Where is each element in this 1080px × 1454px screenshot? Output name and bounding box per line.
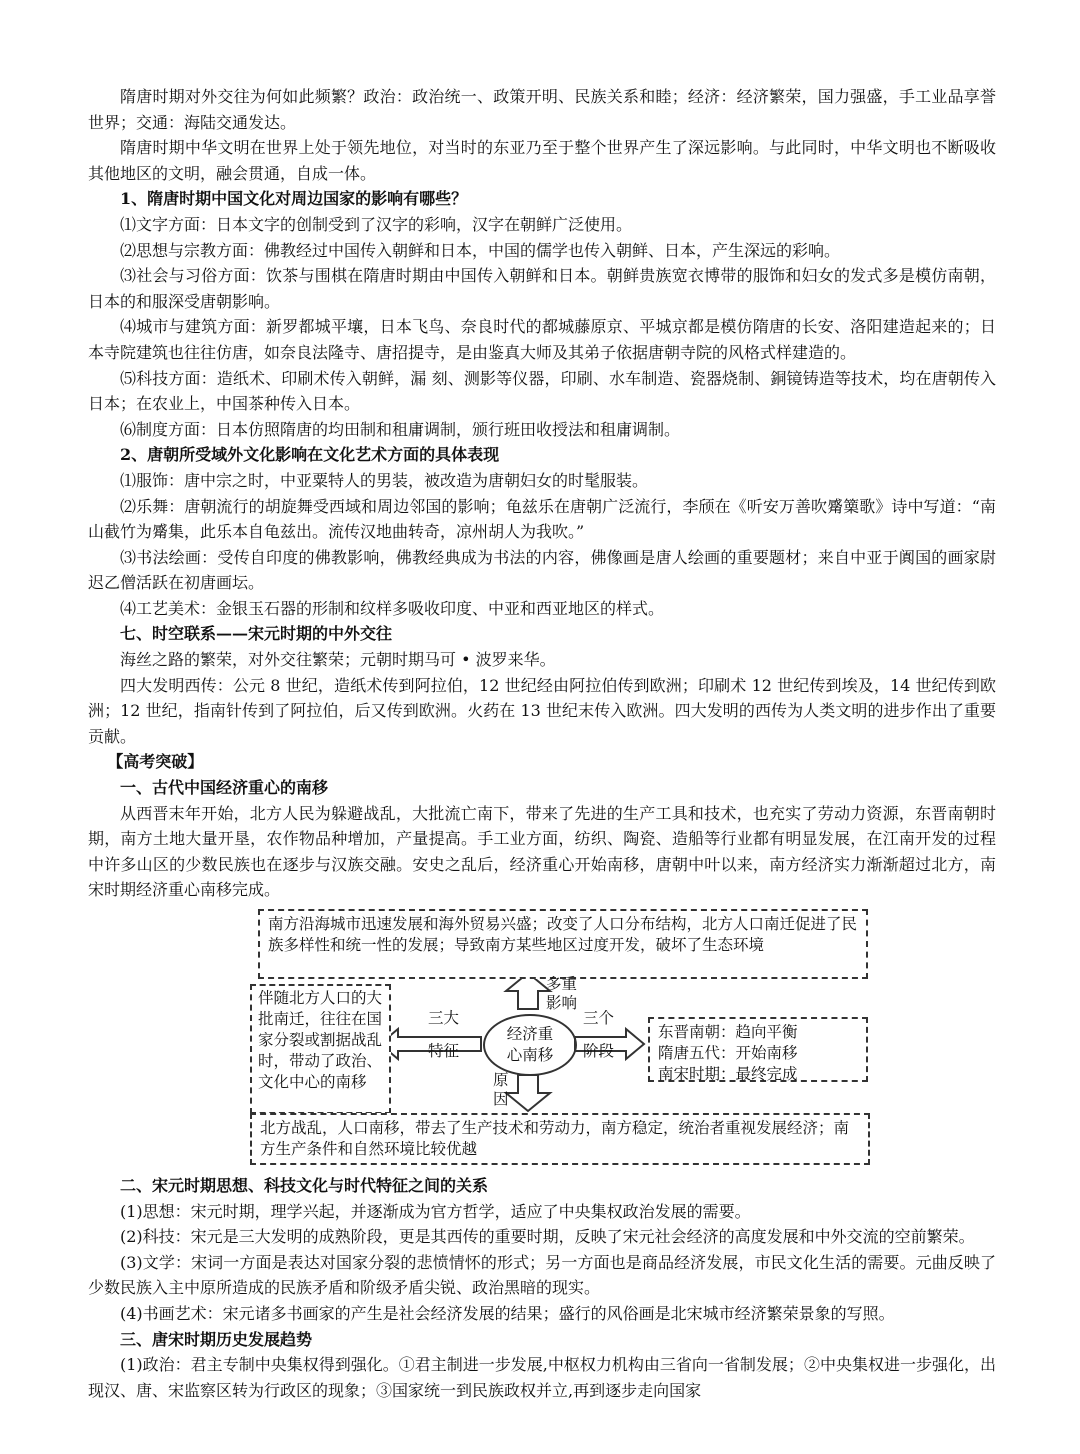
paragraph: 从西晋末年开始，北方人民为躲避战乱，大批流亡南下，带来了先进的生产工具和技术，也充实了劳动力资源，东晋南朝时期，南方土地大量开垦，农作物品种增加，产量提高。手工业方面，纺织、陶瓷、造船等行业都有明显发展，在江南开发的过程中许多山区的少数民族也在逐步与汉族交融。安史之乱后，经济重心开始南移，唐朝中叶以来，南方经济实力渐渐超过北方，南宋时期经济重心南移完成。 <box>88 803 996 900</box>
list-item: ⑵思想与宗教方面：佛教经过中国传入朝鲜和日本，中国的儒学也传入朝鲜、日本，产生深远的彩响。 <box>120 240 841 260</box>
center-line: 经济重 <box>506 1025 554 1043</box>
label-line: 影响 <box>546 994 578 1012</box>
paragraph: 隋唐时期中华文明在世界上处于领先地位，对当时的东亚乃至于整个世界产生了深远影响。与此同时，中华文明也不断吸收其他地区的文明，融会贯通，自成一体。 <box>88 138 996 183</box>
paragraph: 四大发明西传：公元 8 世纪，造纸术传到阿拉伯，12 世纪经由阿拉伯传到欧洲；印刷术 12 世纪传到埃及，14 世纪传到欧洲；12 世纪，指南针传到了阿拉伯，后又传到欧洲。火药在 13 世纪末传入欧洲。四大发明的西传为人类文明的进步作出了重要贡献。 <box>88 675 996 746</box>
label-line: 三大 <box>428 1009 460 1027</box>
diagram-features-box: 伴随北方人口的大批南迁，往往在国家分裂或割据战乱时，带动了政治、文化中心的南移 <box>250 984 391 1114</box>
label-stages <box>583 1009 614 1061</box>
label-impacts <box>546 975 577 1013</box>
list-item: ⑷城市与建筑方面：新罗都城平壤，日本飞鸟、奈良时代的都城藤原京、平城京都是模仿隋唐的长安、洛阳建造起来的；日本寺院建筑也往往仿唐，如奈良法隆寺、唐招提寺，是由鉴真大师及其弟子依据唐朝寺院的风格式样建造的。 <box>88 317 996 362</box>
section-heading: 1、隋唐时期中国文化对周边国家的影响有哪些？ <box>120 189 468 209</box>
label-causes <box>493 1071 509 1109</box>
label-line: 原 <box>493 1071 509 1089</box>
label-line: 三个 <box>583 1009 615 1027</box>
list-item: ⑴服饰：唐中宗之时，中亚粟特人的男装，被改造为唐朝妇女的时髦服装。 <box>120 470 649 490</box>
label-features <box>428 1009 459 1061</box>
list-item: ⑶书法绘画：受传自印度的佛教影响，佛教经典成为书法的内容，佛像画是唐人绘画的重要题材；来自中亚于阗国的画家尉迟乙僧活跃在初唐画坛。 <box>88 547 996 593</box>
label-line: 特征 <box>428 1042 460 1060</box>
label-line: 多重 <box>546 975 578 993</box>
section-heading: 七、时空联系——宋元时期的中外交往 <box>120 624 393 644</box>
list-item: (3)文学：宋词一方面是表达对国家分裂的悲愤情怀的形式；另一方面也是商品经济发展，市民文化生活的需要。元曲反映了少数民族入主中原所造成的民族矛盾和阶级矛盾尖锐、政治黑暗的现实。 <box>88 1252 996 1298</box>
stage-line: 南宋时期：最终完成 <box>658 1065 798 1083</box>
list-item: ⑴文字方面：日本文字的创制受到了汉字的彩响，汉字在朝鲜广泛使用。 <box>120 214 633 234</box>
diagram-impacts-box: 南方沿海城市迅速发展和海外贸易兴盛；改变了人口分布结构，北方人口南迁促进了民族多样性和统一性的发展；导致南方某些地区过度开发，破坏了生态环境 <box>258 909 868 979</box>
gaokao-heading: 【高考突破】 <box>107 752 204 772</box>
list-item: (1)政治：君主专制中央集权得到强化。①君主制进一步发展,中枢权力机构由三省向一省制发展；②中央集权进一步强化，出现汉、唐、宋监察区转为行政区的现象；③国家统一到民族政权并立,再到逐步走向国家 <box>88 1355 996 1400</box>
list-item: ⑹制度方面：日本仿照隋唐的均田制和租庸调制，颁行班田收授法和租庸调制。 <box>120 419 681 439</box>
section-heading: 2、唐朝所受域外文化影响在文化艺术方面的具体表现 <box>120 445 500 465</box>
diagram-stages-box <box>648 1017 868 1082</box>
list-item: ⑶社会与习俗方面：饮茶与围棋在隋唐时期由中国传入朝鲜和日本。朝鲜贵族宽衣博带的服饰和妇女的发式多是模仿南朝，日本的和服深受唐朝影响。 <box>88 266 996 311</box>
list-item: (4)书画艺术：宋元诸多书画家的产生是社会经济发展的结果；盛行的风俗画是北宋城市经济繁荣景象的写照。 <box>120 1303 895 1323</box>
document-body <box>88 84 996 1403</box>
stage-line: 隋唐五代：开始南移 <box>658 1044 798 1062</box>
paragraph: 海丝之路的繁荣，对外交往繁荣；元朝时期马可 • 波罗来华。 <box>120 650 556 670</box>
list-item: (1)思想：宋元时期，理学兴起，并逐渐成为官方哲学，适应了中央集权政治发展的需要。 <box>120 1201 751 1221</box>
section-heading: 三、唐宋时期历史发展趋势 <box>120 1329 313 1349</box>
diagram-center-node <box>483 1014 577 1076</box>
down-arrow-icon <box>506 1075 550 1111</box>
label-line: 因 <box>493 1090 509 1108</box>
list-item: (2)科技：宋元是三大发明的成熟阶段，更是其西传的重要时期，反映了宋元社会经济的高度发展和中外交流的空前繁荣。 <box>120 1227 975 1247</box>
section-heading: 二、宋元时期思想、科技文化与时代特征之间的关系 <box>120 1176 489 1195</box>
label-line: 阶段 <box>583 1042 615 1060</box>
section-heading: 一、古代中国经济重心的南移 <box>120 778 329 798</box>
diagram-causes-box: 北方战乱，人口南移，带去了生产技术和劳动力，南方稳定，统治者重视发展经济；南方生产条件和自然环境比较优越 <box>250 1113 870 1165</box>
list-item: ⑸科技方面：造纸术、印刷术传入朝鲜，漏 刻、测影等仪器，印刷、水车制造、瓷器烧制、銅镜铸造等技术，均在唐朝传入日本；在农业上，中国茶种传入日本。 <box>88 368 996 414</box>
paragraph: 隋唐时期对外交往为何如此频繁？政治：政治统一、政策开明、民族关系和睦；经济：经济繁荣，国力强盛，手工业品享誉世界；交通：海陆交通发达。 <box>88 87 996 132</box>
list-item: ⑷工艺美术：金银玉石器的形制和纹样多吸收印度、中亚和西亚地区的样式。 <box>120 598 665 618</box>
stage-line: 东晋南朝：趋向平衡 <box>658 1023 798 1041</box>
list-item: ⑵乐舞：唐朝流行的胡旋舞受西域和周边邻国的影响；龟兹乐在唐朝广泛流行，李颀在《听安万善吹觱篥歌》诗中写道：“南山截竹为觱集，此乐本自龟兹出。流传汉地曲转奇，凉州胡人为我吹。” <box>88 496 996 542</box>
economic-center-diagram <box>88 909 996 1159</box>
center-line: 心南移 <box>506 1046 554 1064</box>
